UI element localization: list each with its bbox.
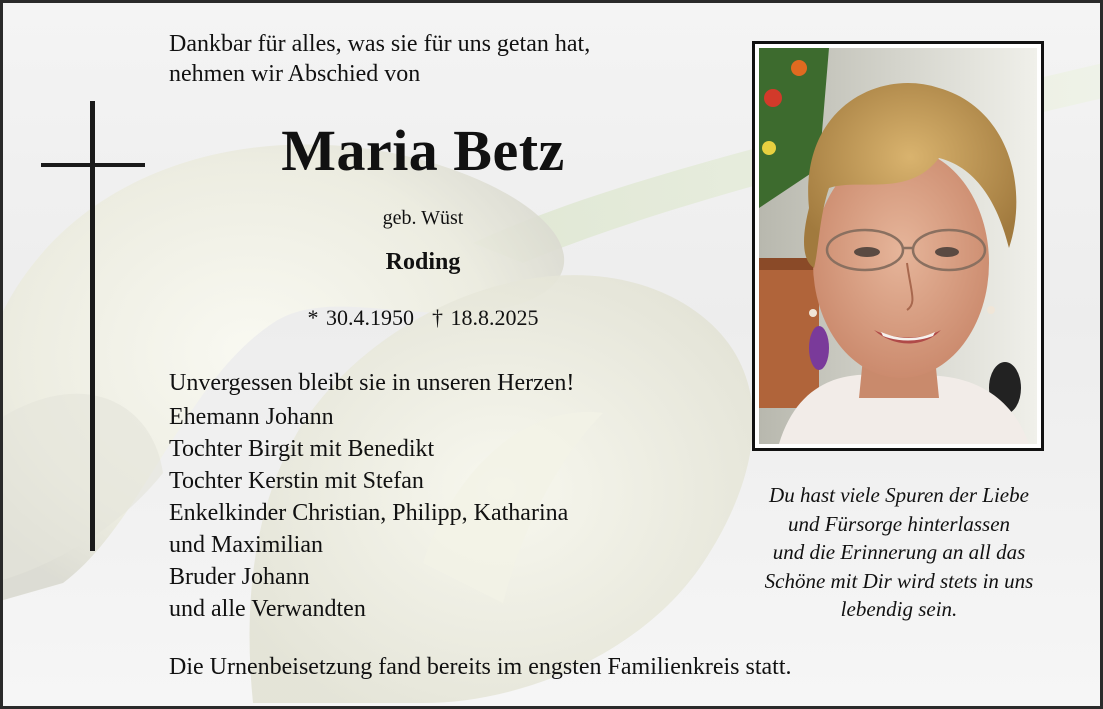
quote-line: Du hast viele Spuren der Liebe: [769, 483, 1029, 507]
deceased-name: Maria Betz: [281, 118, 565, 183]
portrait-photo: [752, 41, 1044, 451]
mourner-line: und alle Verwandten: [169, 596, 366, 622]
quote-line: und die Erinnerung an all das: [772, 540, 1026, 564]
intro-line-2: nehmen wir Abschied von: [169, 61, 421, 87]
place-of-residence: Roding: [385, 249, 461, 275]
death-date: † 18.8.2025: [432, 305, 539, 330]
mourner-line: Tochter Birgit mit Benedikt: [169, 436, 435, 462]
mourner-line: Tochter Kerstin mit Stefan: [169, 468, 424, 494]
mourner-line: Bruder Johann: [169, 564, 310, 590]
mourner-line: und Maximilian: [169, 532, 323, 558]
mourners-heading: Unvergessen bleibt sie in unseren Herzen!: [169, 370, 575, 396]
intro-line-1: Dankbar für alles, was sie für uns getan hat,: [169, 31, 591, 57]
memorial-quote: [719, 481, 1079, 624]
mourner-line: Ehemann Johann: [169, 404, 334, 430]
maiden-name: geb. Wüst: [382, 207, 464, 229]
quote-line: Schöne mit Dir wird stets in uns: [764, 568, 1034, 593]
intro-text: [169, 29, 590, 89]
life-dates: [123, 305, 723, 331]
quote-line: lebendig sein.: [840, 597, 958, 621]
mourners-list: [169, 367, 574, 625]
birth-date: * 30.4.1950: [307, 305, 414, 330]
quote-line: und Fürsorge hinterlassen: [787, 511, 1011, 536]
portrait-image: [759, 48, 1037, 444]
mourner-line: Enkelkinder Christian, Philipp, Katharina: [169, 500, 569, 526]
burial-notice: Die Urnenbeisetzung fand bereits im engsten Familienkreis statt.: [169, 654, 792, 680]
